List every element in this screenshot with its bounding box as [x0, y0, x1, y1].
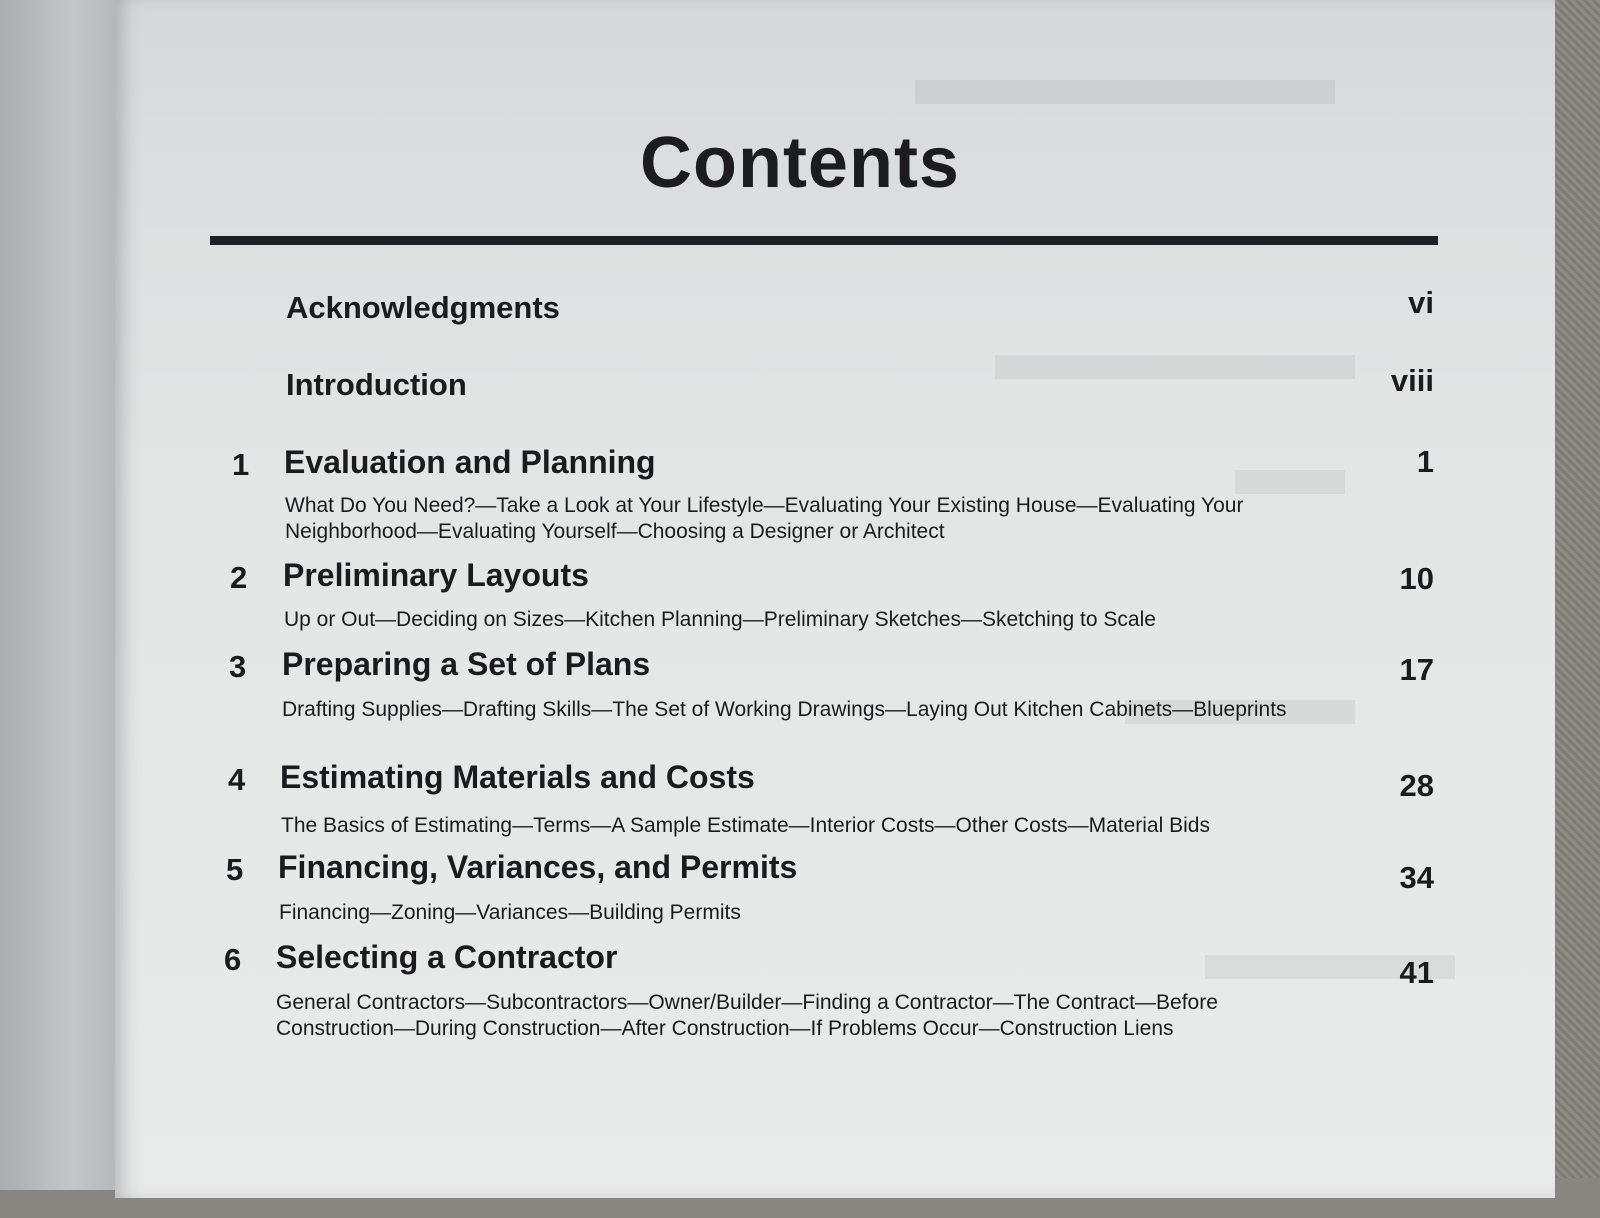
- chapter-number: 3: [229, 649, 247, 684]
- chapter-page-number: 1: [1416, 444, 1434, 479]
- chapter-page-number: 41: [1399, 955, 1434, 990]
- chapter-title: Evaluation and Planning: [284, 444, 656, 480]
- page-title: Contents: [640, 123, 960, 203]
- chapter-description: Up or Out—Deciding on Sizes—Kitchen Planning—Preliminary Sketches—Sketching to Scale: [284, 608, 1156, 631]
- chapter-number: 2: [230, 560, 248, 595]
- chapter-title: Preliminary Layouts: [283, 557, 589, 593]
- chapter-title: Selecting a Contractor: [276, 939, 618, 975]
- entry-title: Acknowledgments: [286, 290, 560, 325]
- chapter-number: 1: [232, 447, 250, 482]
- show-through-mark: [995, 355, 1355, 379]
- entry-title: Introduction: [286, 367, 467, 402]
- chapter-title: Preparing a Set of Plans: [282, 646, 651, 682]
- entry-page-number: vi: [1408, 285, 1434, 320]
- chapter-description: What Do You Need?—Take a Look at Your Lifestyle—Evaluating Your Existing House—Evaluating Your Neighborhood—Evaluating Yourself—Choosing a Designer or Architect: [285, 494, 1244, 543]
- title-divider: [210, 236, 1438, 245]
- chapter-description: Drafting Supplies—Drafting Skills—The Set of Working Drawings—Laying Out Kitchen Cabinets—Blueprints: [282, 698, 1287, 721]
- chapter-page-number: 10: [1399, 561, 1434, 596]
- facing-page: [0, 0, 122, 1190]
- chapter-page-number: 28: [1399, 768, 1434, 803]
- chapter-number: 5: [226, 852, 244, 887]
- chapter-number: 6: [224, 942, 242, 977]
- chapter-title: Financing, Variances, and Permits: [278, 849, 798, 885]
- show-through-mark: [915, 80, 1335, 104]
- chapter-description: Financing—Zoning—Variances—Building Permits: [279, 901, 741, 924]
- chapter-description: General Contractors—Subcontractors—Owner/Builder—Finding a Contractor—The Contract—Before Construction—During Construction—After Construction—If Problems Occur—Construction Liens: [276, 991, 1218, 1040]
- chapter-description: The Basics of Estimating—Terms—A Sample Estimate—Interior Costs—Other Costs—Material Bids: [281, 814, 1210, 837]
- chapter-number: 4: [228, 762, 246, 797]
- chapter-title: Estimating Materials and Costs: [280, 759, 755, 795]
- show-through-mark: [1235, 470, 1345, 494]
- chapter-page-number: 34: [1399, 860, 1434, 895]
- entry-page-number: viii: [1390, 363, 1434, 398]
- chapter-page-number: 17: [1399, 652, 1434, 687]
